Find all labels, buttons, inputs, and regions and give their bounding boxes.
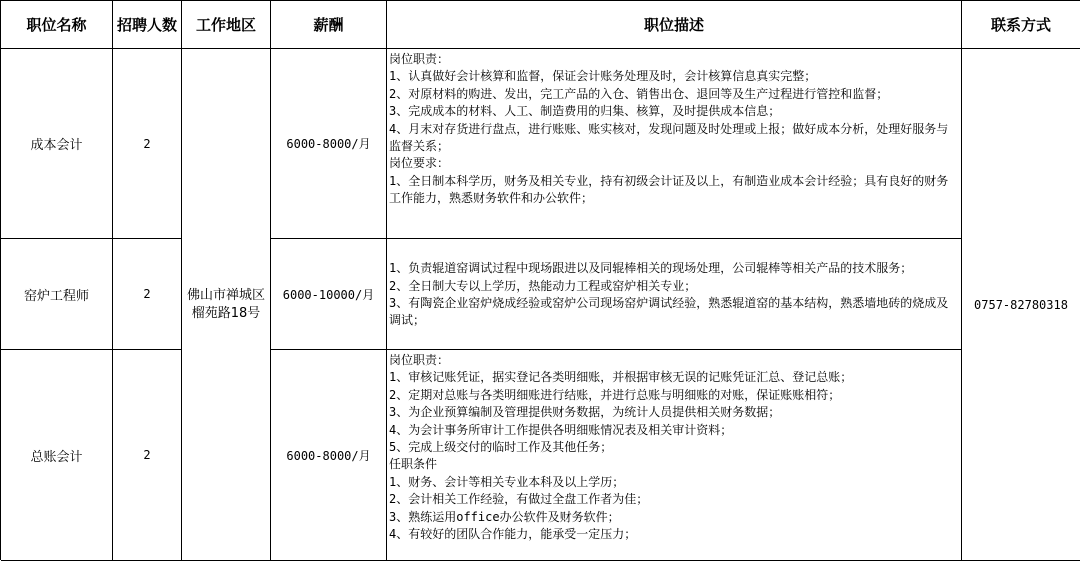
position-cell: 成本会计 bbox=[1, 49, 113, 239]
description-text: 1、负责辊道窑调试过程中现场跟进以及同辊棒相关的现场处理，公司辊棒等相关产品的技术服务； 2、全日制大专以上学历，热能动力工程或窑炉相关专业； 3、有陶瓷企业窑炉烧成经验或窑炉公司现场窑炉调试经验，熟悉辊道窑的基本结构，熟悉墙地砖的烧成及调试； bbox=[389, 261, 949, 328]
description-cell bbox=[387, 350, 962, 561]
count-cell: 2 bbox=[113, 49, 182, 239]
header-contact: 联系方式 bbox=[962, 1, 1080, 49]
header-description: 职位描述 bbox=[387, 1, 962, 49]
count-cell: 2 bbox=[113, 350, 182, 561]
description-cell bbox=[387, 49, 962, 239]
contact-cell: 0757-82780318 bbox=[962, 49, 1080, 561]
location-line-1: 佛山市禅城区 bbox=[186, 287, 265, 303]
header-salary: 薪酬 bbox=[271, 1, 387, 49]
description-text: 岗位职责： 1、审核记账凭证，据实登记各类明细账，并根据审核无误的记账凭证汇总、登记总账； 2、定期对总账与各类明细账进行结账，并进行总账与明细账的对账，保证账账相符； 3、为企业预算编制及管理提供财务数据，为统计人员提供相关财务数据； 4、为会计事务所审计工作提供各明细账情况表及相关审计资料； 5、完成上级交付的临时工作及其他任务； 任职条件 1、财务、会计等相关专业本科及以上学历； 2、会计相关工作经验，有做过全盘工作者为佳； 3、熟练运用office办公软件及财务软件； 4、有较好的团队合作能力，能承受一定压力； bbox=[389, 353, 853, 542]
location-cell bbox=[182, 49, 271, 561]
header-count: 招聘人数 bbox=[113, 1, 182, 49]
description-cell bbox=[387, 239, 962, 350]
description-text: 岗位职责： 1、认真做好会计核算和监督，保证会计账务处理及时，会计核算信息真实完整； 2、对原材料的购进、发出，完工产品的入仓、销售出仓、退回等及生产过程进行管控和监督； 3、完成成本的材料、人工、制造费用的归集、核算，及时提供成本信息； 4、月末对存货进行盘点，进行账账、账实核对，发现问题及时处理或上报；做好成本分析，处理好服务与监督关系； 岗位要求： 1、全日制本科学历，财务及相关专业，持有初级会计证及以上，有制造业成本会计经验；具有良好的财务工作能力，熟悉财务软件和办公软件； bbox=[389, 52, 949, 206]
position-cell: 总账会计 bbox=[1, 350, 113, 561]
salary-cell: 6000-10000/月 bbox=[271, 239, 387, 350]
salary-cell: 6000-8000/月 bbox=[271, 350, 387, 561]
location-line-2: 榴苑路18号 bbox=[191, 305, 261, 321]
header-position: 职位名称 bbox=[1, 1, 113, 49]
header-location: 工作地区 bbox=[182, 1, 271, 49]
salary-cell: 6000-8000/月 bbox=[271, 49, 387, 239]
position-cell: 窑炉工程师 bbox=[1, 239, 113, 350]
count-cell: 2 bbox=[113, 239, 182, 350]
